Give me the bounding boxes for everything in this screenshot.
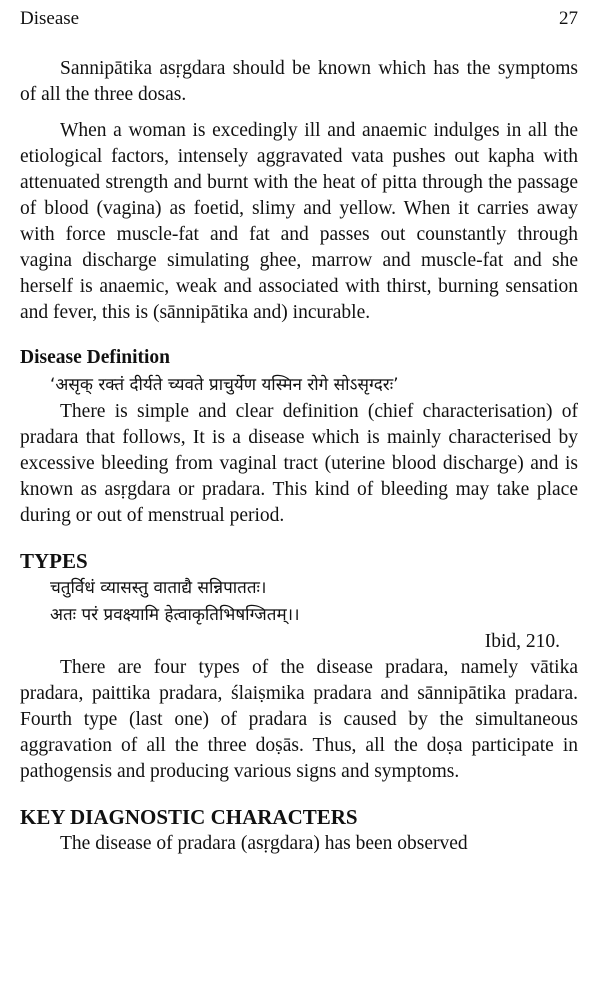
heading-key-diagnostic-characters: KEY DIAGNOSTIC CHARACTERS xyxy=(20,805,358,829)
sanskrit-definition-verse: ‘असृक् रक्तं दीर्यते च्यवते प्राचुर्येण यस्मिन रोगे सोऽसृग्दरः’ xyxy=(50,375,399,395)
citation-ibid: Ibid, 210. xyxy=(484,631,560,652)
heading-types: TYPES xyxy=(20,549,88,573)
paragraph-woman-anaemic: When a woman is excedingly ill and anaemic indulges in all the etiological factors, intensely aggravated vata pushes out kapha with attenuated strength and burnt with the heat of pitta through the passage of blood (vagina) as foetid, slimy and yellow. When it carries away with force muscle-fat and fat and passes out counstantly through vagina discharge simulating ghee, marrow and muscle-fat and she herself is anaemic, weak and associated with thirst, burning sensation and fever, this is (sānnipātika and) incurable. xyxy=(20,120,578,323)
running-head xyxy=(20,6,578,32)
paragraph-key-diagnostic: The disease of pradara (asṛgdara) has been observed xyxy=(60,833,468,854)
sanskrit-types-verse-1: चतुर्विधं व्यासस्तु वाताद्यै सन्निपाततः। xyxy=(50,578,267,598)
running-head-title: Disease xyxy=(20,8,80,29)
paragraph-sannipatika: Sannipātika asṛgdara should be known which has the symptoms of all the three dosas. xyxy=(20,58,578,105)
page-content xyxy=(20,56,578,857)
paragraph-definition: There is simple and clear definition (chief characterisation) of pradara that follows, It is a disease which is mainly characterised by excessive bleeding from vaginal tract (uterine blood discharge) and is known as asṛgdara or pradara. This kind of bleeding may take place during or out of menstrual period. xyxy=(20,401,578,526)
heading-disease-definition: Disease Definition xyxy=(20,347,171,368)
paragraph-types: There are four types of the disease pradara, namely vātika pradara, paittika pradara, ślaiṣmika pradara and sānnipātika pradara. Fourth type (last one) of pradara is caused by the simultaneous aggravation of all the three doṣās. Thus, all the doṣa participate in pathogensis and producing various signs and symptoms. xyxy=(20,657,578,782)
page-number: 27 xyxy=(559,8,578,29)
sanskrit-types-verse-2: अतः परं प्रवक्ष्यामि हेत्वाकृतिभिषग्जितम्।। xyxy=(50,605,300,625)
